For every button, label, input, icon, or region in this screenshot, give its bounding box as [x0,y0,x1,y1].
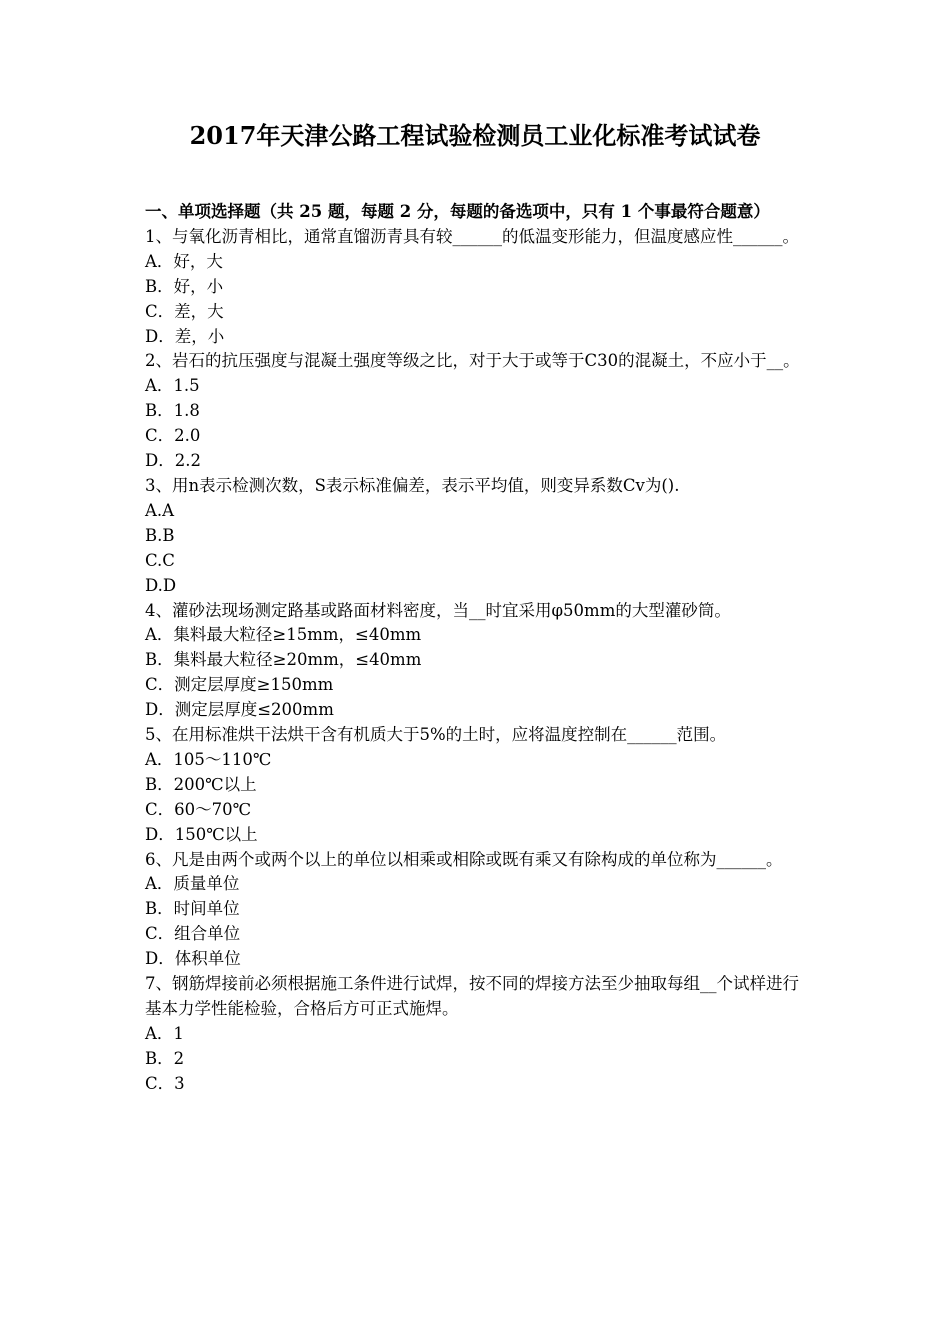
option: A．1.5 [145,376,200,396]
option: A．1 [145,1023,184,1043]
option: B．集料最大粒径≥20mm，≤40mm [145,650,422,670]
question [145,723,813,848]
option: C．差，大 [145,301,224,321]
document-body [145,200,813,1097]
question [145,972,813,1097]
option: B．好，小 [145,276,224,296]
question-stem: 6、凡是由两个或两个以上的单位以相乘或相除或既有乘又有除构成的单位称为______。 [145,849,783,869]
option: B．1.8 [145,401,200,421]
question [145,225,813,350]
question-stem: 3、用n表示检测次数，S表示标准偏差，表示平均值，则变异系数Cv为(). [145,475,680,495]
option: D．测定层厚度≤200mm [145,700,334,720]
option: B.B [145,525,175,545]
question-stem: 2、岩石的抗压强度与混凝土强度等级之比，对于大于或等于C30的混凝土，不应小于__。 [145,351,800,371]
section-heading: 一、单项选择题（共 25 题，每题 2 分，每题的备选项中，只有 1 个事最符合题意） [145,202,770,221]
option: D.D [145,575,177,595]
option: C．组合单位 [145,924,241,944]
option: B．2 [145,1048,185,1068]
option: D．体积单位 [145,949,241,969]
option: D．150℃以上 [145,824,258,844]
option: B．时间单位 [145,899,240,919]
question [145,349,813,474]
option: A.A [145,500,175,520]
question [145,848,813,973]
document-title: 2017年天津公路工程试验检测员工业化标准考试试卷 [189,121,761,150]
option: D．2.2 [145,451,201,471]
option: C．60～70℃ [145,799,252,819]
question [145,474,813,599]
question-stem: 7、钢筋焊接前必须根据施工条件进行试焊，按不同的焊接方法至少抽取每组__个试样进行基本力学性能检验，合格后方可正式施焊。 [145,974,799,1018]
option: A．集料最大粒径≥15mm，≤40mm [145,625,422,645]
option: B．200℃以上 [145,774,257,794]
question-stem: 4、灌砂法现场测定路基或路面材料密度，当__时宜采用φ50mm的大型灌砂筒。 [145,600,731,620]
option: A．好，大 [145,251,223,271]
option: C.C [145,550,175,570]
option: C．3 [145,1073,185,1093]
question [145,599,813,724]
option: C．2.0 [145,426,201,446]
option: A．105～110℃ [145,749,272,769]
option: C．测定层厚度≥150mm [145,675,334,695]
option: D．差，小 [145,326,225,346]
question-stem: 5、在用标准烘干法烘干含有机质大于5%的土时，应将温度控制在______范围。 [145,725,727,745]
option: A．质量单位 [145,874,240,894]
question-stem: 1、与氧化沥青相比，通常直馏沥青具有较______的低温变形能力，但温度感应性______。 [145,226,799,246]
